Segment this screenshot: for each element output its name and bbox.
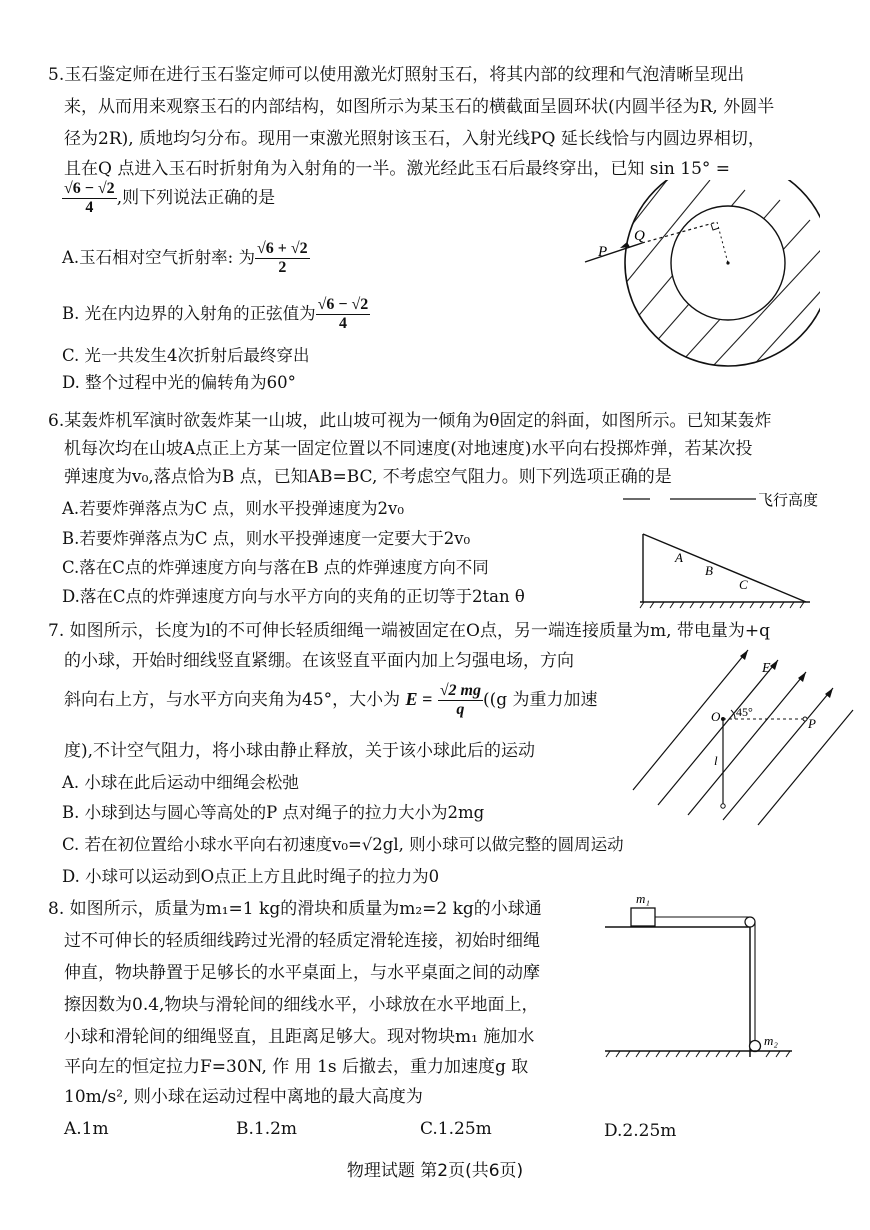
q8-ball-m2	[750, 1041, 761, 1052]
q8-label-m2: m₂	[764, 1033, 778, 1048]
q7-stem-line-4: 度),不计空气阻力，将小球由静止释放，关于该小球此后的运动	[64, 741, 536, 761]
q7-option-c: C. 若在初位置给小球水平向右初速度v₀=√2gl, 则小球可以做完整的圆周运动	[62, 835, 624, 854]
q7-label-o: O	[711, 709, 721, 724]
q6-stem-line-1: 6.某轰炸机军演时欲轰炸某一山坡，此山坡可视为一倾角为θ固定的斜面，如图所示。已知某轰炸	[48, 411, 772, 431]
q7-e-symbol: E =	[405, 689, 433, 709]
q8-option-b: B.1.2m	[236, 1119, 298, 1139]
q5-ray-extension	[642, 222, 717, 243]
q5-label-p: P	[598, 244, 608, 260]
q5-option-b-fraction	[316, 296, 371, 333]
q5-ray-arrowhead	[620, 242, 630, 248]
q8-option-d: D.2.25m	[604, 1121, 677, 1141]
q6-option-d: D.落在C点的炸弹速度方向与水平方向的夹角的正切等于2tan θ	[62, 587, 525, 606]
q6-label-a: A	[675, 550, 683, 565]
q8-stem-line-6: 平向左的恒定拉力F=30N, 作 用 1s 后撤去，重力加速度g 取	[64, 1057, 529, 1077]
q7-line3-part-b: ((g 为重力加速	[482, 690, 598, 710]
q7-stem-line-1: 7. 如图所示，长度为l的不可伸长轻质细绳一端被固定在O点，另一端连接质量为m, 带电量为+q	[48, 621, 771, 641]
q8-stem-line-4: 擦因数为0.4,物块与滑轮间的细线水平，小球放在水平地面上，	[64, 995, 539, 1015]
q6-option-a: A.若要炸弹落点为C 点，则水平投弹速度为2v₀	[62, 499, 404, 518]
q8-label-m1: m₁	[636, 891, 650, 906]
q5-option-a-fraction	[255, 240, 310, 277]
q8-pulley-figure	[600, 885, 795, 1060]
q5-incident-ray	[585, 243, 642, 262]
q5-option-b-numerator: √6 − √2	[317, 296, 369, 313]
q7-option-d: D. 小球可以运动到O点正上方且此时绳子的拉力为0	[62, 867, 440, 886]
q6-label-c: C	[739, 577, 748, 592]
q5-label-q: Q	[634, 228, 645, 244]
q6-ground-hatching	[640, 602, 804, 608]
q6-stem-line-3: 弹速度为v₀,落点恰为B 点，已知AB=BC, 不考虑空气阻力。则下列选项正确的是	[64, 467, 672, 487]
q7-field-lines	[633, 650, 853, 825]
q7-option-b: B. 小球到达与圆心等高处的P 点对绳子的拉力大小为2mg	[62, 803, 485, 822]
q5-option-a-denominator: 2	[278, 259, 287, 276]
q7-label-l: l	[714, 753, 718, 768]
q5-option-c: C. 光一共发生4次折射后最终穿出	[62, 346, 310, 365]
q5-sin-fraction	[62, 180, 117, 217]
q7-stem-line-2: 的小球，开始时细线竖直紧绷。在该竖直平面内加上匀强电场，方向	[64, 651, 574, 671]
q5-option-a-numerator: √6 + √2	[256, 240, 308, 257]
q8-stem-line-5: 小球和滑轮间的细绳竖直，且距离足够大。现对物块m₁ 施加水	[64, 1027, 535, 1047]
q7-field-figure	[628, 640, 858, 830]
q8-block-m1	[631, 908, 655, 926]
q5-sin-line	[62, 180, 275, 217]
q6-label-b: B	[705, 563, 713, 578]
q7-label-e: E	[762, 661, 771, 676]
q5-sin-tail: ,则下列说法正确的是	[116, 188, 276, 208]
q8-stem-line-1: 8. 如图所示，质量为m₁=1 kg的滑块和质量为m₂=2 kg的小球通	[48, 899, 542, 919]
q5-jade-ring-figure	[580, 180, 820, 390]
q5-sin-denominator: 4	[85, 199, 94, 216]
q5-stem-line-1: 5.玉石鉴定师在进行玉石鉴定师可以使用激光灯照射玉石，将其内部的纹理和气泡清晰呈现出	[48, 65, 745, 85]
q8-option-c: C.1.25m	[420, 1119, 492, 1139]
q5-option-a	[62, 240, 310, 277]
q8-pulley	[745, 917, 755, 927]
q6-option-c: C.落在C点的炸弹速度方向与落在B 点的炸弹速度方向不同	[62, 558, 489, 577]
q5-option-a-text: A.玉石相对空气折射率: 为	[62, 248, 255, 267]
q8-option-a: A.1m	[64, 1119, 109, 1139]
q7-e-fraction	[438, 682, 483, 719]
q5-right-angle-mark	[711, 224, 719, 230]
q6-slope-incline	[643, 534, 806, 602]
q5-stem-line-2: 来，从而用来观察玉石的内部结构，如图所示为某玉石的横截面呈圆环状(内圆半径为R, 外圆半	[64, 97, 775, 117]
q8-stem-line-2: 过不可伸长的轻质细线跨过光滑的轻质定滑轮连接，初始时细绳	[64, 931, 540, 951]
q5-option-d: D. 整个过程中光的偏转角为60°	[62, 373, 296, 392]
q8-ground-hatching	[606, 1051, 790, 1057]
q7-e-numerator: √2 mg	[439, 682, 481, 699]
q7-label-p: P	[808, 716, 816, 731]
q5-outer-circle	[625, 180, 820, 366]
q5-option-b-text: B. 光在内边界的入射角的正弦值为	[62, 304, 316, 323]
q7-e-denominator: q	[456, 701, 465, 718]
q5-option-b	[62, 296, 370, 333]
q5-sin-numerator: √6 − √2	[64, 180, 115, 197]
q7-label-angle: 45°	[736, 705, 753, 719]
q5-option-b-denominator: 4	[338, 315, 347, 332]
q5-stem-line-4: 且在Q 点进入玉石时折射角为入射角的一半。激光经此玉石后最终穿出，已知 sin 15° =	[64, 159, 731, 179]
q6-label-flight-height: 飞行高度	[758, 491, 819, 509]
q6-stem-line-2: 机每次均在山坡A点正上方某一固定位置以不同速度(对地速度)水平向右投掷炸弹，若某次投	[64, 439, 753, 459]
q8-stem-line-7: 10m/s², 则小球在运动过程中离地的最大高度为	[64, 1087, 423, 1107]
q7-stem-line-3	[64, 682, 598, 719]
q7-ball	[721, 804, 725, 808]
q7-line3-part-a: 斜向右上方，与水平方向夹角为45°，大小为	[64, 690, 401, 710]
q6-slope-figure	[618, 484, 838, 610]
page-footer: 物理试题 第2页(共6页)	[346, 1161, 524, 1181]
q5-stem-line-3: 径为2R), 质地均匀分布。现用一束激光照射该玉石，入射光线PQ 延长线恰与内圆边界相切，	[64, 129, 765, 149]
q8-stem-line-3: 伸直，物块静置于足够长的水平桌面上，与水平桌面之间的动摩	[64, 963, 540, 983]
q6-option-b: B.若要炸弹落点为C 点，则水平投弹速度一定要大于2v₀	[62, 529, 471, 548]
q7-option-a: A. 小球在此后运动中细绳会松弛	[62, 773, 299, 792]
q7-point-p	[803, 717, 807, 721]
